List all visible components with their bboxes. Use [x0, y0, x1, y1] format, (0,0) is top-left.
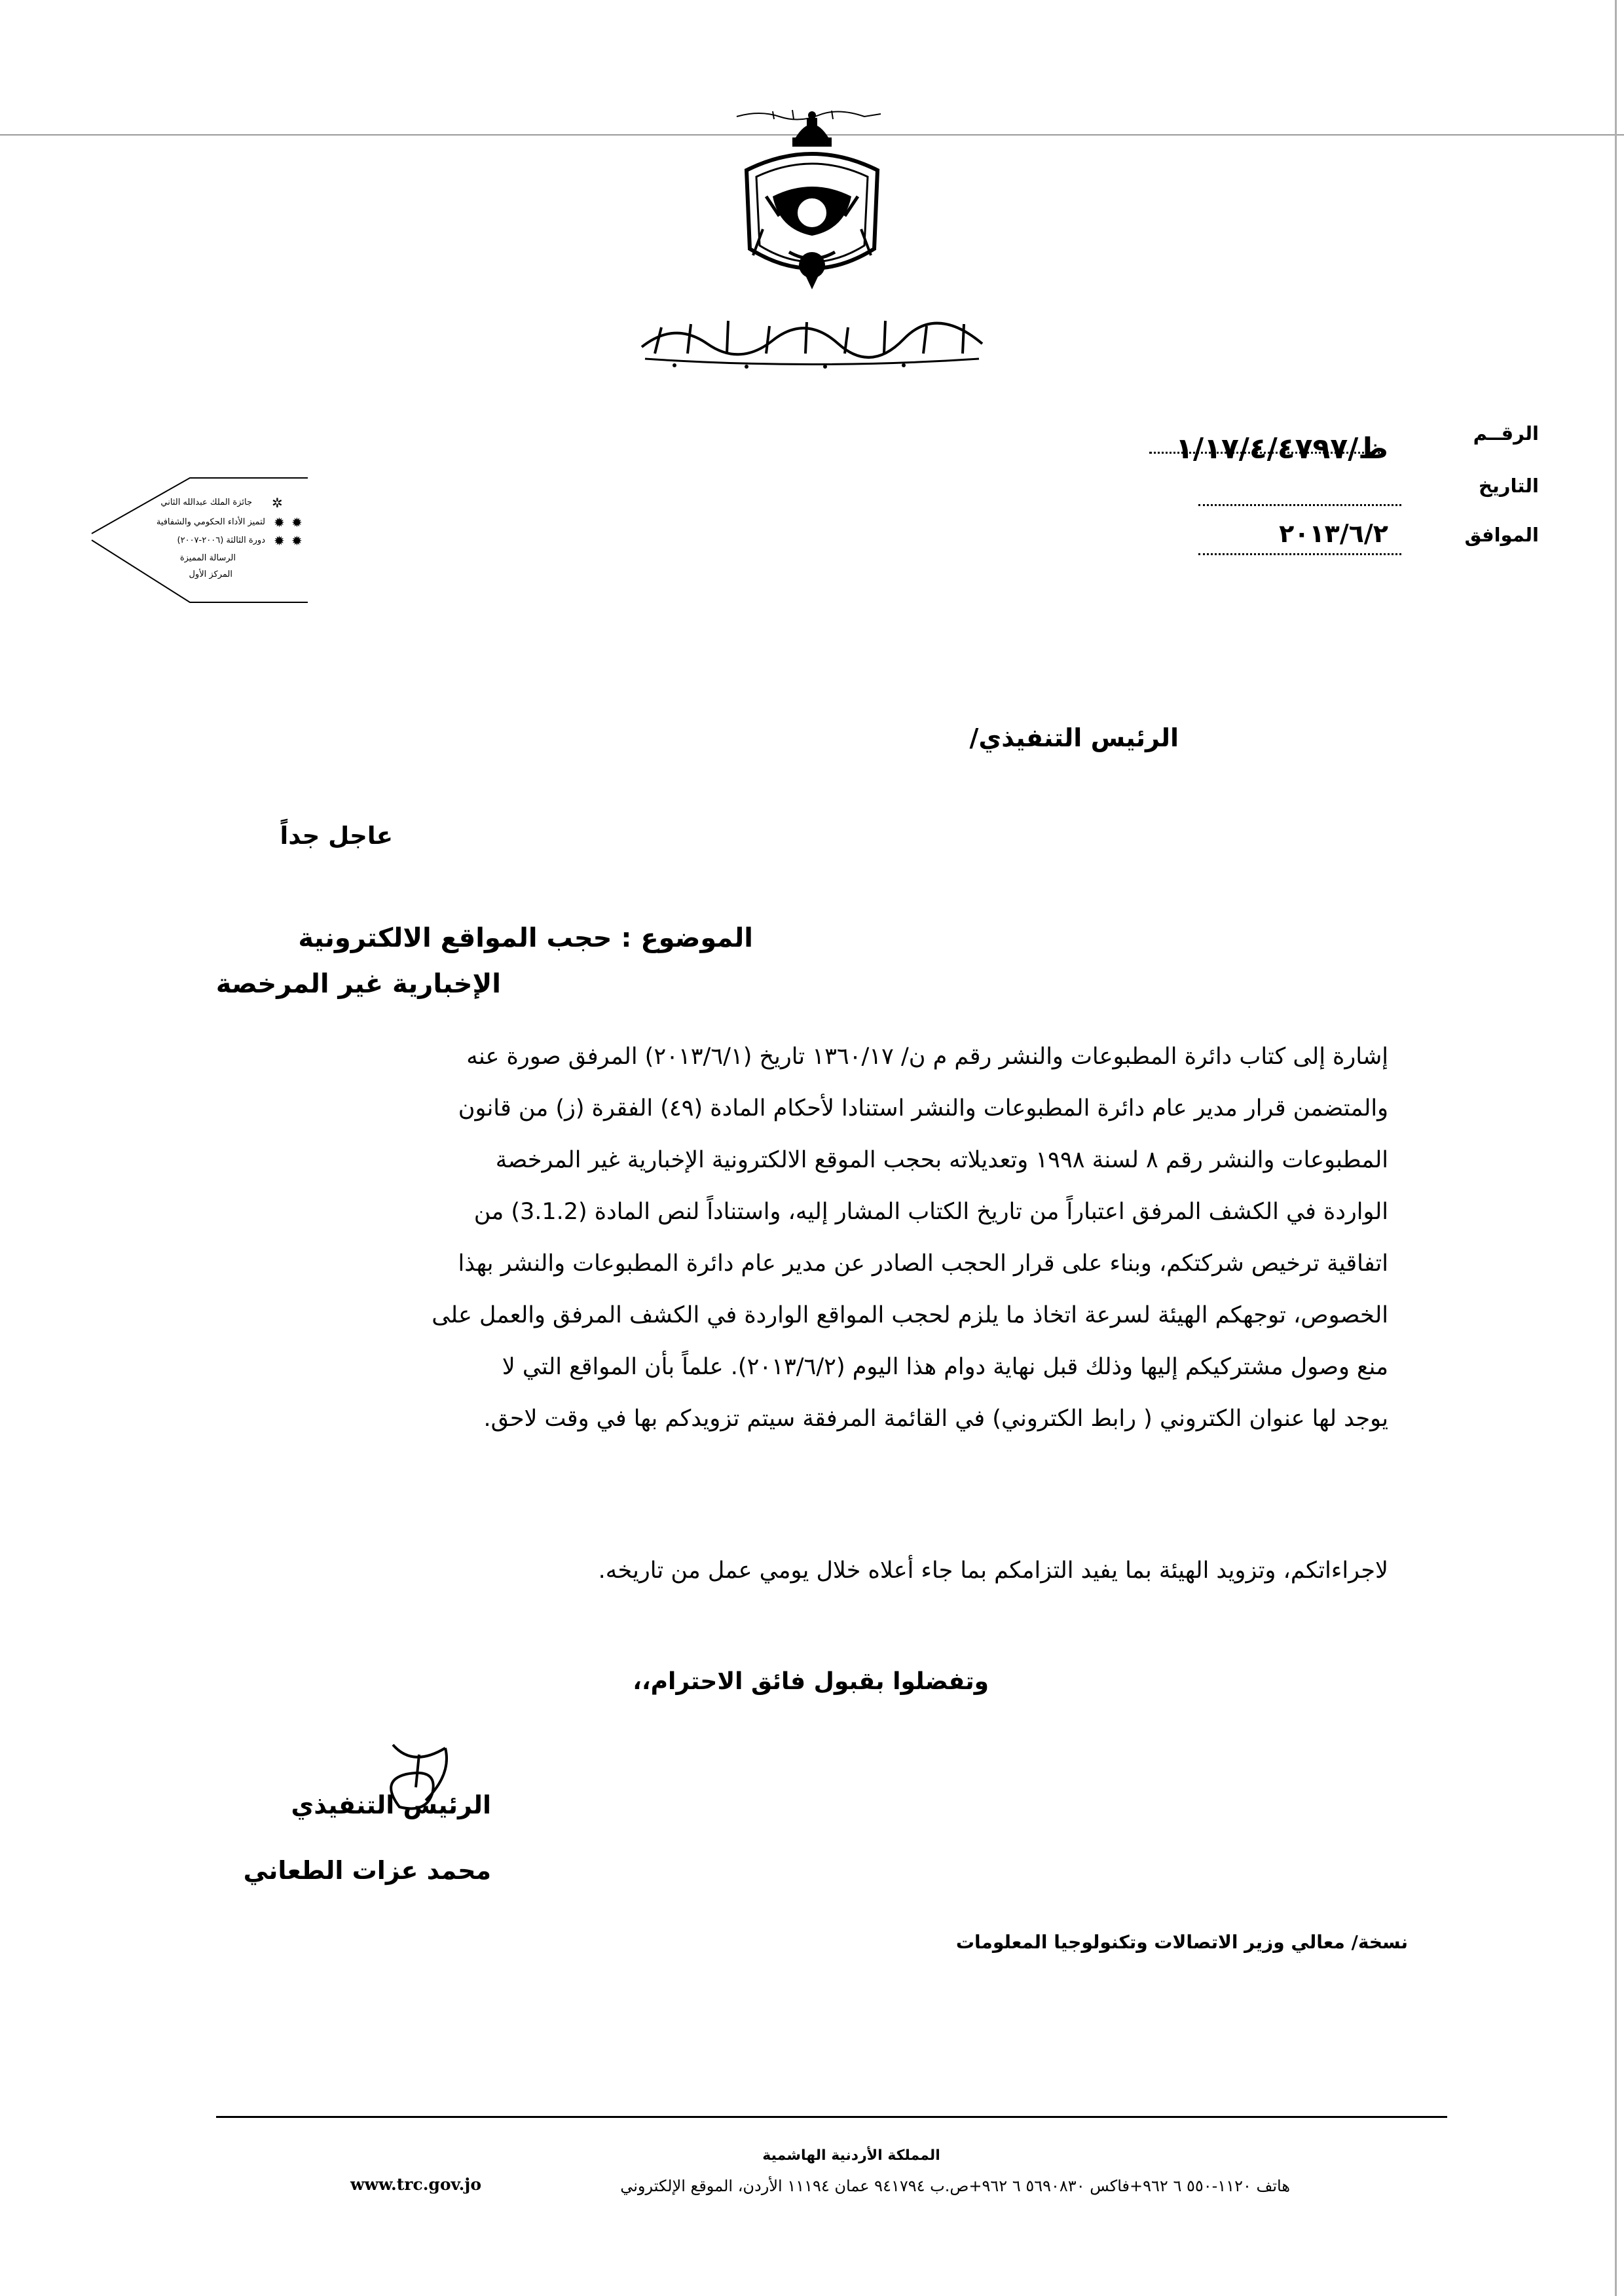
reference-number-label: الرقــم: [1473, 422, 1539, 445]
closing-instruction: لاجراءاتكم، وتزويد الهيئة بما يفيد التزامكم بما جاء أعلاه خلال يومي عمل من تاريخه.: [598, 1558, 1388, 1584]
copy-to-line: نسخة/ معالي وزير الاتصالات وتكنولوجيا المعلومات: [955, 1931, 1408, 1953]
equivalent-date-label: الموافق: [1464, 524, 1539, 546]
award-line: الرسالة المميزة: [179, 553, 236, 563]
footer-rule: [216, 2116, 1447, 2118]
coat-of-arms-emblem: [727, 98, 897, 301]
subject-line-2: الإخبارية غير المرخصة: [215, 969, 501, 999]
body-line: الخصوص، توجهكم الهيئة لسرعة اتخاذ ما يلزم لحجب المواقع الواردة في الكشف المرفق والعمل على: [432, 1302, 1388, 1328]
urgency-label: عاجل جداً: [280, 822, 393, 850]
equivalent-date-dots: [1198, 553, 1401, 555]
scan-line-right: [1615, 0, 1617, 2296]
body-line: منع وصول مشتركيكم إليها وذلك قبل نهاية دوام هذا اليوم (٢٠١٣/٦/٢). علماً بأن المواقع التي لا: [502, 1354, 1388, 1380]
svg-text:✹: ✹: [274, 515, 285, 530]
footer-website-link[interactable]: www.trc.gov.jo: [350, 2175, 481, 2194]
body-line: يوجد لها عنوان الكتروني ( رابط الكتروني) في القائمة المرفقة سيتم تزويدكم بها في وقت لاحق.: [483, 1406, 1388, 1432]
svg-text:✹: ✹: [274, 533, 285, 549]
body-line: والمتضمن قرار مدير عام دائرة المطبوعات والنشر استنادا لأحكام المادة (٤٩) الفقرة (ز) من قانون: [458, 1095, 1388, 1121]
svg-text:✲: ✲: [272, 495, 283, 511]
letter-body: [196, 1031, 1388, 1445]
footer-contact: هاتف ١١٢٠-٥٥٠ ٦ ٩٦٢+فاكس ٥٦٩٠٨٣٠ ٦ ٩٦٢+ص.ب ٩٤١٧٩٤ عمان ١١١٩٤ الأردن، الموقع الإلكتروني: [620, 2177, 1290, 2195]
svg-text:✹: ✹: [291, 533, 303, 549]
body-line: المطبوعات والنشر رقم ٨ لسنة ١٩٩٨ وتعديلاته بحجب الموقع الالكترونية الإخبارية غير المرخصة: [495, 1147, 1388, 1173]
date-label: التاريخ: [1478, 475, 1539, 497]
svg-text:✹: ✹: [291, 515, 303, 530]
agency-calligraphy-logo: [635, 308, 989, 373]
award-line: المركز الأول: [189, 570, 232, 579]
addressee: الرئيس التنفيذي/: [969, 723, 1179, 752]
subject-line-1: الموضوع : حجب المواقع الالكترونية: [298, 923, 753, 953]
award-line: جائزة الملك عبدالله الثاني: [160, 498, 252, 507]
award-line: لتميز الأداء الحكومي والشفافية: [156, 517, 265, 527]
award-stamp: [65, 471, 314, 609]
body-line: اتفاقية ترخيص شركتكم، وبناء على قرار الحجب الصادر عن مدير عام دائرة المطبوعات والنشر بهذا: [458, 1250, 1388, 1277]
equivalent-date-value: ٢٠١٣/٦/٢: [1279, 519, 1388, 548]
signer-title: الرئيس التنفيذي: [291, 1791, 491, 1819]
reference-number-value: ظ/١/١٧/٤/٤٧٩٧: [1175, 432, 1388, 465]
closing-greeting: وتفضلوا بقبول فائق الاحترام،،: [633, 1668, 989, 1695]
body-line: إشارة إلى كتاب دائرة المطبوعات والنشر رقم م ن/ ١٣٦٠/١٧ تاريخ (٢٠١٣/٦/١) المرفق صورة عنه: [466, 1044, 1388, 1070]
body-line: الواردة في الكشف المرفق اعتباراً من تاريخ الكتاب المشار إليه، واستناداً لنص المادة (3.1.2) من: [473, 1199, 1388, 1225]
award-line: دورة الثالثة (٢٠٠٦-٢٠٠٧): [177, 536, 265, 545]
signer-name: محمد عزات الطعاني: [243, 1856, 491, 1885]
footer-country: المملكة الأردنية الهاشمية: [762, 2147, 940, 2164]
date-dots: [1198, 504, 1401, 506]
